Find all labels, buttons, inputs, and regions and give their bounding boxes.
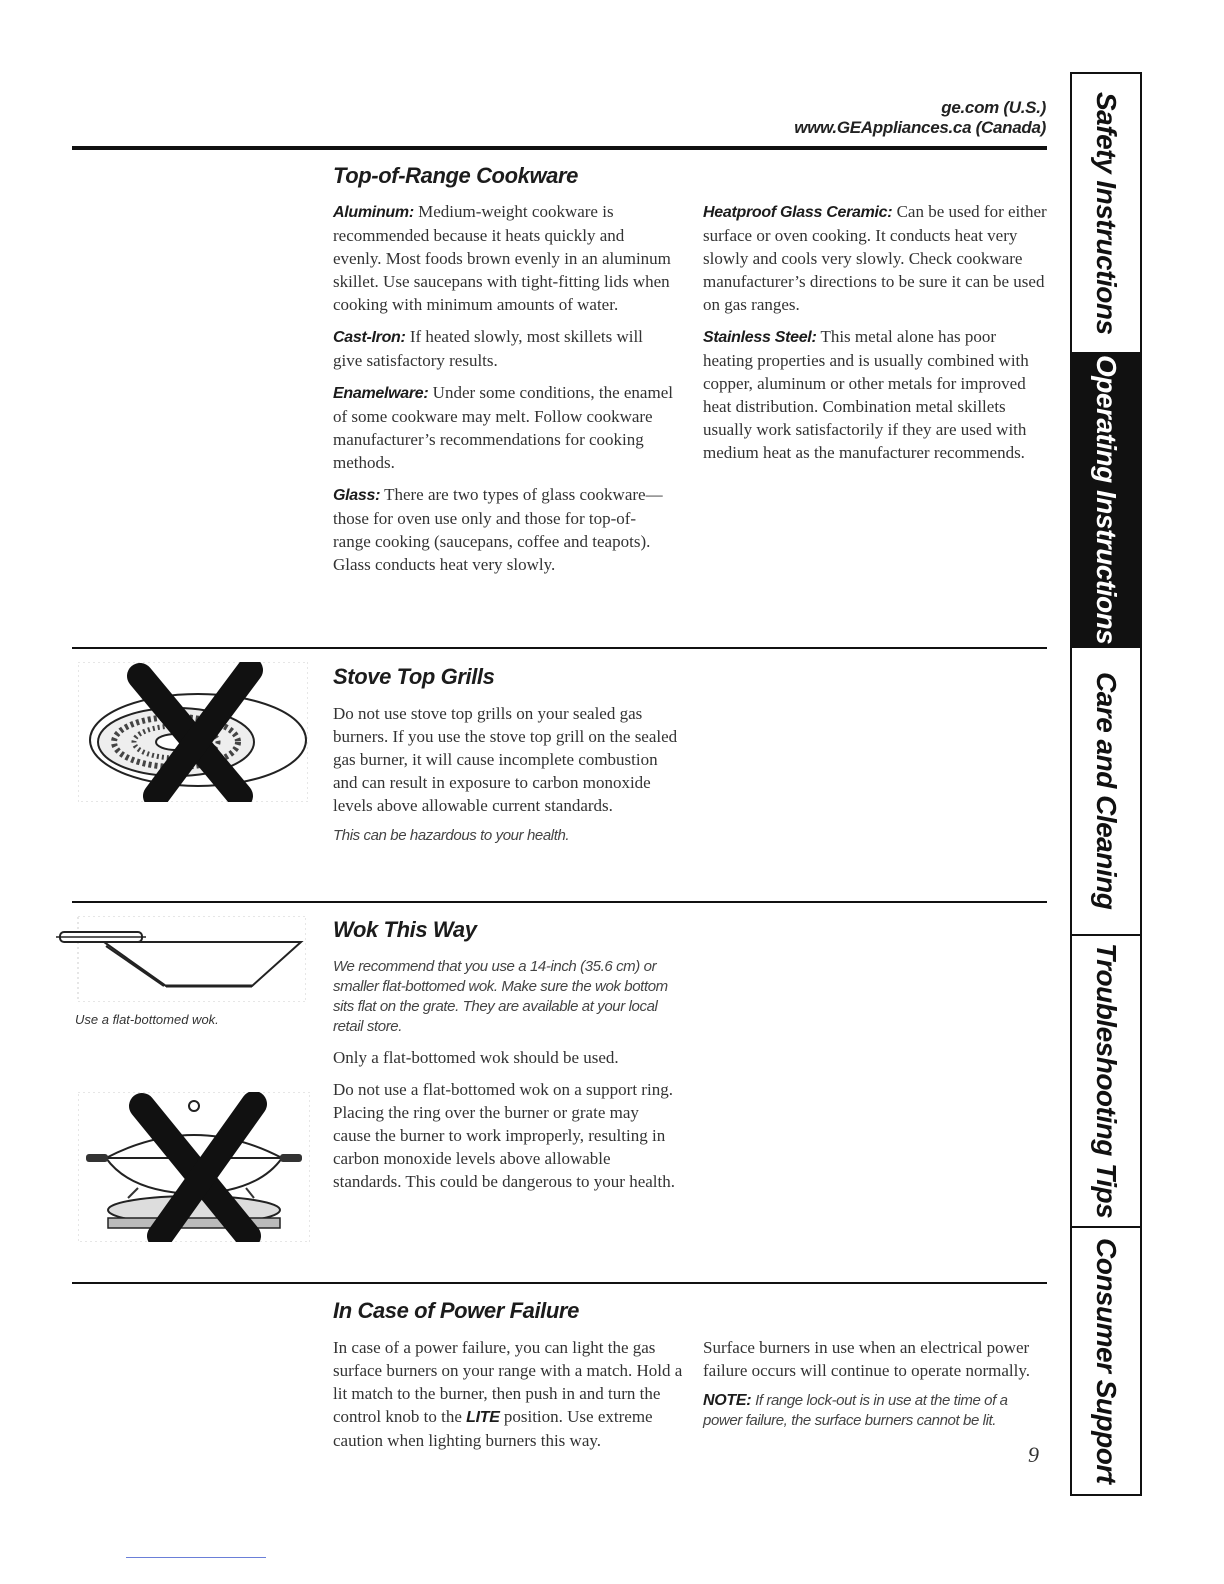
header-rule (72, 146, 1047, 150)
enamel-label: Enamelware: (333, 385, 429, 402)
power-left-column (333, 1336, 683, 1461)
cookware-left-column (333, 200, 673, 585)
wok-column (333, 957, 678, 1202)
cookware-title: Top-of-Range Cookware (333, 163, 579, 188)
bottom-divider (126, 1557, 266, 1558)
grills-warning: This can be hazardous to your health. (333, 827, 570, 844)
aluminum-paragraph (333, 200, 673, 316)
grills-title: Stove Top Grills (333, 664, 495, 689)
power-title: In Case of Power Failure (333, 1298, 579, 1323)
enamel-paragraph (333, 381, 673, 474)
steel-paragraph (703, 325, 1048, 464)
aluminum-text: Medium-weight cookware is recommended because it heats quickly and evenly. Most foods brown evenly in an aluminum skillet. Use saucepans with tight-fitting lids when cooking with minimum amounts of water. (333, 202, 671, 314)
wok-on-ring-crossed-illustration (78, 1092, 310, 1242)
wok-caption: Use a flat-bottomed wok. (75, 1012, 219, 1027)
enamel-text: Under some conditions, the enamel of some cookware may melt. Follow cookware manufacturer’s recommendations for cooking methods. (333, 383, 673, 472)
power-normal-text: Surface burners in use when an electrical power failure occurs will continue to operate normally. (703, 1338, 1030, 1380)
glass-label: Glass: (333, 487, 381, 504)
power-text-b: position. Use extreme caution when lighting burners this way. (333, 1407, 653, 1450)
wok-ring-warning: Do not use a flat-bottomed wok on a support ring. Placing the ring over the burner or grate may cause the burner to work improperly, resulting in carbon monoxide levels above allowable standards. This could be dangerous to your health. (333, 1080, 675, 1191)
tab-operating-instructions[interactable] (1072, 352, 1140, 646)
grills-column (333, 702, 678, 855)
cookware-right-column (703, 200, 1048, 473)
castiron-paragraph (333, 325, 673, 372)
us-site-link[interactable]: ge.com (U.S.) (941, 98, 1046, 117)
wok-only-flat: Only a flat-bottomed wok should be used. (333, 1048, 619, 1067)
wok-title: Wok This Way (333, 917, 477, 942)
tab-safety-instructions[interactable] (1072, 74, 1140, 352)
ceramic-text: Can be used for either surface or oven cooking. It conducts heat very slowly and cools very slowly. Check cookware manufacturer’s directions to be sure it can be used on gas ranges. (703, 202, 1047, 314)
tab-troubleshooting-tips[interactable] (1072, 934, 1140, 1226)
tab-consumer-support[interactable] (1072, 1226, 1140, 1494)
stove-grill-crossed-illustration (78, 662, 308, 802)
note-text: If range lock-out is in use at the time of a power failure, the surface burners cannot be lit. (703, 1392, 1008, 1429)
castiron-label: Cast-Iron: (333, 329, 406, 346)
lite-label: LITE (466, 1409, 500, 1426)
grills-text: Do not use stove top grills on your sealed gas burners. If you use the stove top grill on the sealed gas burner, it will cause incomplete combustion and can result in exposure to carbon monoxide levels above allowable current standards. (333, 704, 678, 815)
section-tabs (1070, 72, 1142, 1496)
steel-label: Stainless Steel: (703, 329, 817, 346)
power-text-a: In case of a power failure, you can light the gas surface burners on your range with a match. Hold a lit match to the burner, then push in and turn the control knob to the (333, 1338, 683, 1426)
tab-label: Troubleshooting Tips (1091, 943, 1122, 1219)
power-note (703, 1391, 1048, 1431)
tab-care-and-cleaning[interactable] (1072, 646, 1140, 934)
site-header (794, 98, 1046, 138)
steel-text: This metal alone has poor heating properties and is usually combined with copper, aluminum or other metals for improved heat distribution. Combination metal skillets usually work satisfactorily if they are used with medium heat as the manufacturer recommends. (703, 327, 1029, 462)
castiron-text: If heated slowly, most skillets will give satisfactory results. (333, 327, 643, 370)
ceramic-paragraph (703, 200, 1048, 316)
section-rule (72, 647, 1047, 649)
wok-recommendation: We recommend that you use a 14-inch (35.6 cm) or smaller flat-bottomed wok. Make sure the wok bottom sits flat on the grate. They are available at your local retail store. (333, 958, 668, 1035)
glass-text: There are two types of glass cookware—those for oven use only and those for top-of-range cooking (saucepans, coffee and teapots). Glass conducts heat very slowly. (333, 485, 663, 574)
tab-label: Operating Instructions (1091, 355, 1122, 645)
page-number: 9 (1028, 1442, 1039, 1467)
tab-label: Care and Cleaning (1091, 672, 1122, 910)
aluminum-label: Aluminum: (333, 204, 414, 221)
glass-paragraph (333, 483, 673, 576)
tab-label: Safety Instructions (1091, 91, 1122, 335)
section-rule (72, 1282, 1047, 1284)
section-rule (72, 901, 1047, 903)
power-right-column (703, 1336, 1048, 1440)
flat-bottomed-wok-illustration (56, 916, 306, 1002)
tab-label: Consumer Support (1091, 1238, 1122, 1484)
ceramic-label: Heatproof Glass Ceramic: (703, 204, 893, 221)
canada-site-link[interactable]: www.GEAppliances.ca (Canada) (794, 118, 1046, 137)
note-label: NOTE: (703, 1392, 752, 1409)
power-match-text (333, 1336, 683, 1452)
